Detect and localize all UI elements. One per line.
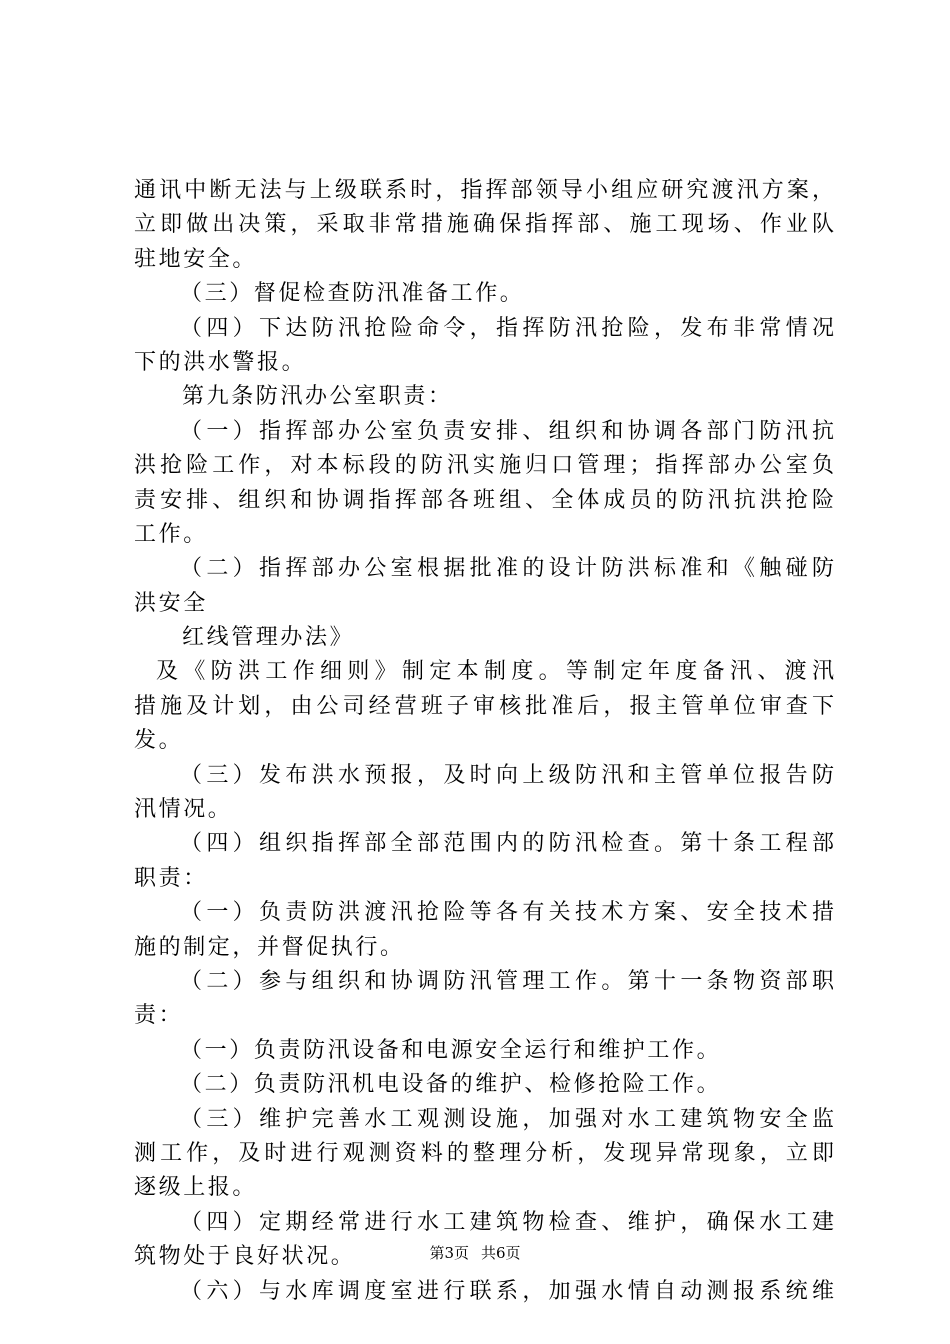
text-line: （二）负责防汛机电设备的维护、检修抢险工作。 (180, 1072, 722, 1098)
text-line: 第九条防汛办公室职责： (182, 384, 453, 410)
text-line: 工作。 (134, 521, 208, 547)
text-line: （四）组织指挥部全部范围内的防汛检查。第十条工程部 (180, 831, 834, 857)
text-line: （二）参与组织和协调防汛管理工作。第十一条物资部职 (180, 968, 834, 994)
text-line: 红线管理办法》 (182, 625, 355, 651)
text-line: 筑物处于良好状况。 (134, 1244, 356, 1270)
text-line: 逐级上报。 (134, 1175, 258, 1201)
text-line: （三）维护完善水工观测设施，加强对水工建筑物安全监 (180, 1106, 834, 1132)
text-line: 洪抢险工作，对本标段的防汛实施归口管理；指挥部办公室负 (134, 453, 834, 479)
text-line: （四）下达防汛抢险命令，指挥防汛抢险，发布非常情况 (180, 315, 834, 341)
text-line: （六）与水库调度室进行联系，加强水情自动测报系统维 (180, 1278, 834, 1304)
text-line: 下的洪水警报。 (134, 349, 307, 375)
text-line: 测工作，及时进行观测资料的整理分析，发现异常现象，立即 (134, 1140, 834, 1166)
text-line: 措施及计划，由公司经营班子审核批准后，报主管单位审查下 (134, 693, 834, 719)
text-line: 职责： (134, 865, 208, 891)
text-line: （一）负责防汛设备和电源安全运行和维护工作。 (180, 1037, 722, 1063)
text-line: 发。 (134, 728, 184, 754)
text-line: （一）负责防洪渡汛抢险等各有关技术方案、安全技术措 (180, 900, 834, 926)
text-line: 及《防洪工作细则》制定本制度。等制定年度备汛、渡汛 (156, 659, 834, 685)
text-line: 洪安全 (134, 590, 208, 616)
text-line: （二）指挥部办公室根据批准的设计防洪标准和《触碰防 (180, 556, 834, 582)
page-number-current: 第3页 (429, 1244, 469, 1262)
text-line: （三）督促检查防汛准备工作。 (180, 281, 525, 307)
text-line: （四）定期经常进行水工建筑物检查、维护，确保水工建 (180, 1209, 834, 1235)
text-line: 责： (134, 1003, 184, 1029)
text-line: （三）发布洪水预报，及时向上级防汛和主管单位报告防 (180, 762, 834, 788)
page-footer (0, 1242, 950, 1264)
text-line: 通讯中断无法与上级联系时，指挥部领导小组应研究渡汛方案， (134, 178, 834, 203)
page-number-total: 共6页 (481, 1244, 521, 1262)
document-body (134, 174, 834, 1309)
text-line: 驻地安全。 (134, 246, 258, 272)
text-line: 责安排、组织和协调指挥部各班组、全体成员的防汛抗洪抢险 (134, 487, 834, 513)
text-line: 汛情况。 (134, 797, 233, 823)
text-line: 施的制定，并督促执行。 (134, 934, 405, 960)
text-line: 立即做出决策，采取非常措施确保指挥部、施工现场、作业队 (134, 212, 834, 238)
text-line: （一）指挥部办公室负责安排、组织和协调各部门防汛抗 (180, 418, 834, 444)
